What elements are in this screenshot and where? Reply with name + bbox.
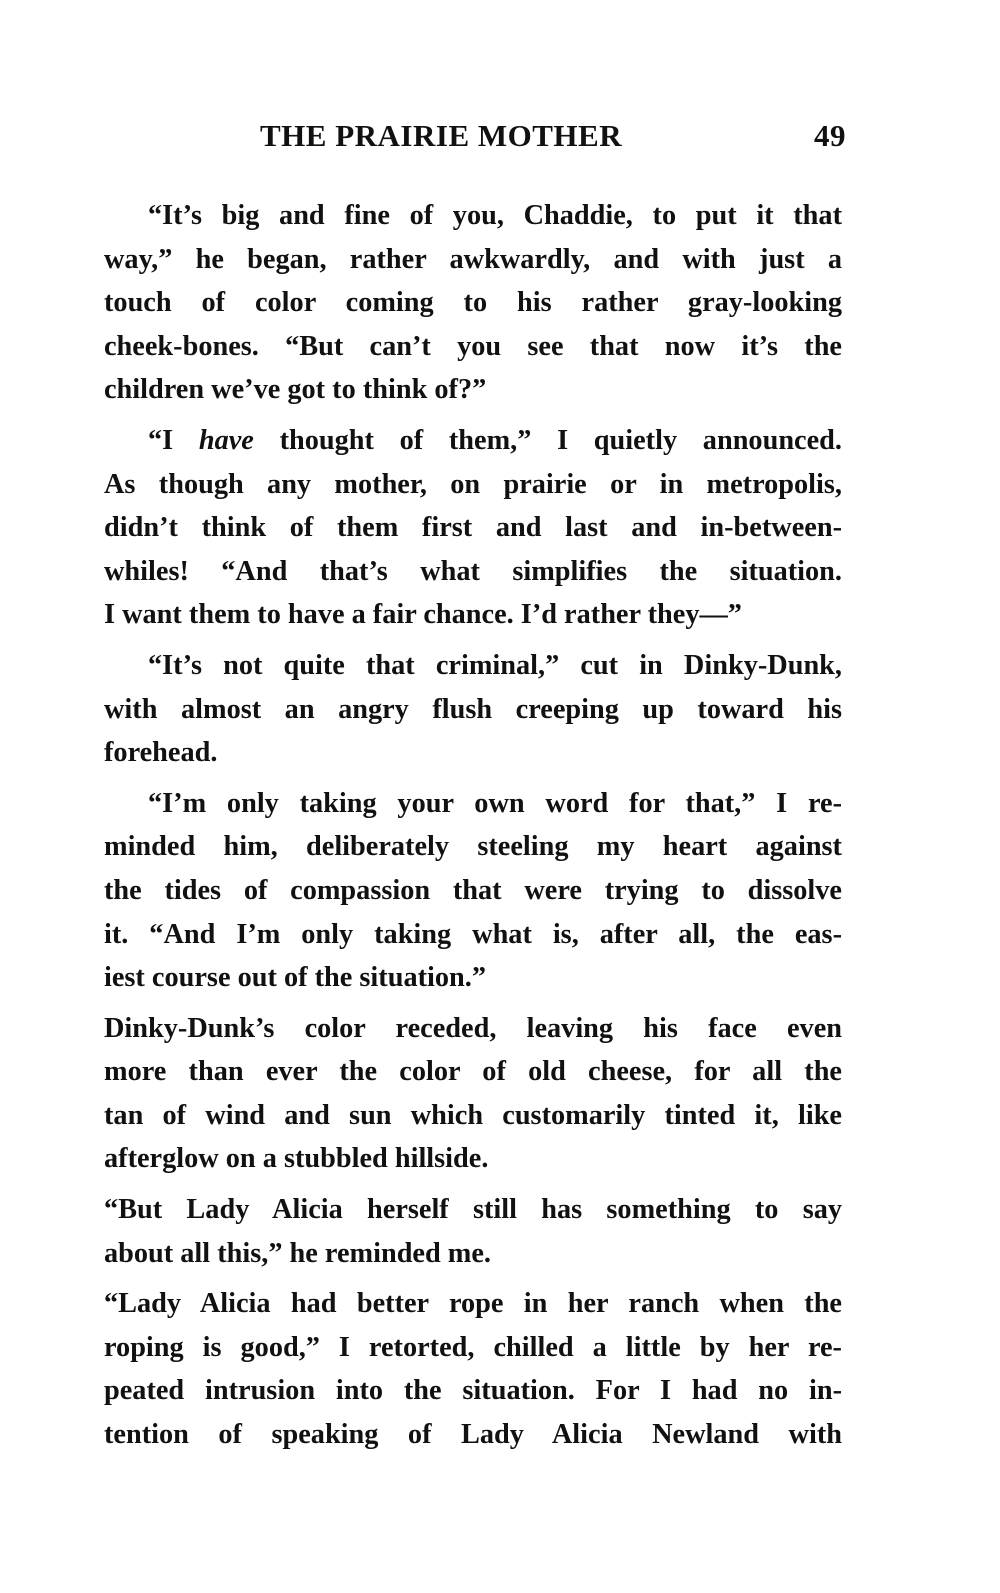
- text-line: children we’ve got to think of?”: [104, 374, 487, 406]
- text-line: minded him, deliberately steeling my heart against: [104, 831, 842, 863]
- paragraph: [104, 1007, 842, 1181]
- text-line: Dinky-Dunk’s color receded, leaving his face even: [104, 1012, 842, 1044]
- text-line: whiles! “And that’s what simplifies the situation.: [104, 555, 842, 587]
- text-line: I want them to have a fair chance. I’d rather they—”: [104, 599, 742, 631]
- paragraph: [104, 194, 842, 412]
- text-line: tan of wind and sun which customarily tinted it, like: [104, 1099, 842, 1131]
- text-line: “But Lady Alicia herself still has something to say: [104, 1194, 842, 1226]
- paragraph: [104, 419, 842, 637]
- text-line: didn’t think of them first and last and in-between-: [104, 512, 842, 544]
- text-line: touch of color coming to his rather gray-looking: [104, 287, 842, 319]
- text-line: “I’m only taking your own word for that,” I re-: [148, 787, 842, 819]
- paragraph: [104, 782, 842, 1000]
- text-line: peated intrusion into the situation. For I had no in-: [104, 1375, 842, 1407]
- text-line: it. “And I’m only taking what is, after all, the eas-: [104, 918, 842, 950]
- text-line: roping is good,” I retorted, chilled a little by her re-: [104, 1331, 842, 1363]
- running-title: THE PRAIRIE MOTHER: [260, 118, 623, 153]
- paragraph: [104, 1282, 842, 1456]
- text-segment: “I: [148, 424, 199, 456]
- text-line: As though any mother, on prairie or in metropolis,: [104, 468, 842, 500]
- text-line: “It’s big and fine of you, Chaddie, to put it that: [148, 200, 842, 231]
- text-line: forehead.: [104, 737, 218, 769]
- paragraph: [104, 644, 842, 775]
- text-line: afterglow on a stubbled hillside.: [104, 1143, 489, 1175]
- text-line: way,” he began, rather awkwardly, and with just a: [104, 243, 842, 275]
- text-line: “It’s not quite that criminal,” cut in Dinky-Dunk,: [148, 649, 842, 681]
- paragraph: [104, 1188, 842, 1275]
- book-page: [104, 112, 846, 1457]
- emphasis-text: have: [198, 424, 254, 456]
- text-line: tention of speaking of Lady Alicia Newland with: [104, 1419, 842, 1451]
- text-line: [104, 419, 842, 463]
- text-line: the tides of compassion that were trying to dissolve: [104, 874, 842, 906]
- text-line: more than ever the color of old cheese, for all the: [104, 1056, 842, 1088]
- text-line: about all this,” he reminded me.: [104, 1237, 492, 1269]
- page-number: 49: [814, 118, 846, 153]
- text-line: cheek-bones. “But can’t you see that now it’s the: [104, 330, 842, 362]
- text-segment: thought of them,” I quietly announced.: [253, 424, 842, 456]
- page-header: [104, 112, 846, 160]
- text-line: “Lady Alicia had better rope in her ranch when the: [104, 1288, 842, 1320]
- text-line: with almost an angry flush creeping up toward his: [104, 693, 842, 725]
- text-line: iest course out of the situation.”: [104, 962, 486, 994]
- body-text: [104, 194, 842, 1457]
